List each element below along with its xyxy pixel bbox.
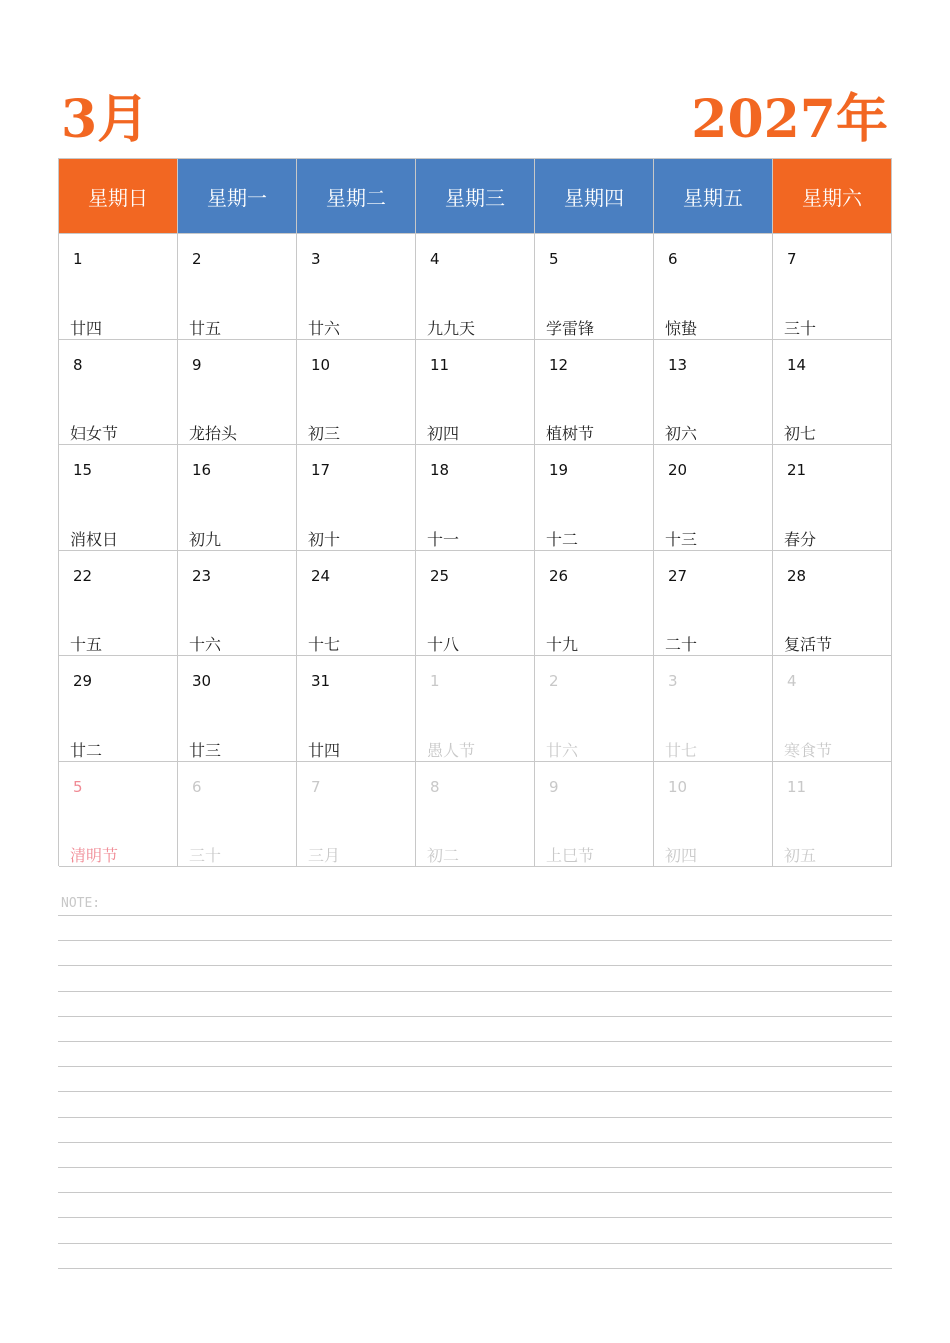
day-lunar-label: 十五 (70, 635, 103, 654)
day-number: 15 (73, 461, 93, 479)
day-number: 1 (430, 672, 440, 690)
day-lunar-label: 初七 (784, 424, 817, 443)
day-cell (416, 340, 535, 446)
day-number: 1 (73, 250, 83, 268)
day-cell (59, 234, 178, 340)
day-cell (297, 340, 416, 446)
day-lunar-label: 初二 (427, 846, 460, 865)
day-lunar-label: 十一 (427, 529, 460, 549)
day-number: 6 (192, 777, 202, 796)
day-lunar-label: 十六 (189, 635, 222, 654)
day-lunar-label: 复活节 (784, 635, 833, 654)
day-lunar-label: 廿五 (189, 318, 222, 338)
day-cell (59, 340, 178, 446)
day-lunar-label: 二十 (665, 635, 698, 654)
day-cell (297, 762, 416, 868)
day-number: 11 (430, 355, 450, 374)
note-line (58, 1243, 892, 1244)
day-lunar-label: 初五 (784, 846, 817, 865)
day-lunar-label: 愚人节 (427, 740, 476, 760)
day-number: 5 (549, 250, 559, 268)
note-line (58, 1268, 892, 1269)
note-line (58, 1217, 892, 1218)
day-number: 25 (430, 566, 450, 585)
note-line (58, 1016, 892, 1017)
day-cell (297, 234, 416, 340)
day-number: 24 (311, 566, 331, 585)
week-row (59, 445, 892, 551)
day-cell (178, 762, 297, 868)
day-cell (773, 656, 892, 762)
day-lunar-label: 上巳节 (546, 846, 595, 865)
day-cell (654, 445, 773, 551)
day-number: 18 (430, 461, 450, 479)
day-number: 30 (192, 672, 212, 690)
day-lunar-label: 妇女节 (70, 424, 119, 443)
week-row (59, 762, 892, 868)
day-lunar-label: 十七 (308, 635, 341, 654)
day-cell (297, 445, 416, 551)
day-cell (535, 656, 654, 762)
day-cell (773, 340, 892, 446)
day-lunar-label: 初十 (308, 529, 341, 549)
weekday-monday: 星期一 (178, 159, 297, 234)
day-cell (654, 762, 773, 868)
day-cell (178, 234, 297, 340)
day-number: 2 (192, 250, 202, 268)
day-cell (178, 445, 297, 551)
day-cell (416, 445, 535, 551)
weekday-wednesday: 星期三 (416, 159, 535, 234)
weekday-tuesday: 星期二 (297, 159, 416, 234)
day-number: 3 (311, 250, 321, 268)
day-number: 20 (668, 461, 688, 479)
day-cell (297, 551, 416, 657)
day-number: 8 (73, 355, 83, 374)
day-number: 19 (549, 461, 569, 479)
day-number: 9 (192, 355, 202, 374)
day-number: 13 (668, 355, 688, 374)
day-lunar-label: 十八 (427, 635, 460, 654)
day-lunar-label: 寒食节 (784, 740, 833, 760)
day-lunar-label: 植树节 (546, 424, 595, 443)
month-title: 3月 (61, 89, 150, 150)
note-line (58, 940, 892, 941)
day-number: 16 (192, 461, 212, 479)
day-cell (178, 656, 297, 762)
day-cell (59, 656, 178, 762)
day-cell (535, 445, 654, 551)
day-cell (535, 551, 654, 657)
day-cell (773, 234, 892, 340)
note-line (58, 1091, 892, 1092)
day-lunar-label: 廿三 (189, 740, 222, 760)
day-lunar-label: 十三 (665, 529, 698, 549)
day-lunar-label: 廿七 (665, 740, 698, 760)
note-line (58, 1167, 892, 1168)
day-number: 7 (787, 250, 797, 268)
day-cell (59, 762, 178, 868)
day-number: 10 (311, 355, 331, 374)
note-line (58, 1066, 892, 1067)
note-line (58, 965, 892, 966)
day-lunar-label: 十二 (546, 529, 579, 549)
day-number: 23 (192, 566, 212, 585)
day-cell (535, 234, 654, 340)
week-row (59, 234, 892, 340)
day-lunar-label: 九九天 (427, 318, 476, 338)
day-number: 3 (668, 672, 678, 690)
note-line (58, 915, 892, 916)
note-line (58, 1041, 892, 1042)
day-lunar-label: 初九 (189, 529, 222, 549)
day-lunar-label: 十九 (546, 635, 579, 654)
day-cell (654, 656, 773, 762)
day-number: 11 (787, 777, 807, 796)
day-cell (416, 551, 535, 657)
day-cell (654, 234, 773, 340)
day-number: 28 (787, 566, 807, 585)
calendar-grid (58, 158, 892, 866)
day-cell (59, 445, 178, 551)
day-number: 22 (73, 566, 93, 585)
day-cell (178, 340, 297, 446)
day-lunar-label: 学雷锋 (546, 318, 595, 338)
note-line (58, 1142, 892, 1143)
day-number: 7 (311, 777, 321, 796)
year-title: 2027年 (691, 89, 888, 150)
day-cell (773, 762, 892, 868)
day-lunar-label: 清明节 (70, 846, 119, 865)
day-lunar-label: 龙抬头 (189, 424, 238, 443)
day-lunar-label: 廿六 (546, 740, 579, 760)
day-number: 4 (430, 250, 440, 268)
day-lunar-label: 三月 (308, 846, 341, 865)
week-row (59, 551, 892, 657)
day-number: 29 (73, 672, 93, 690)
day-lunar-label: 三十 (784, 318, 817, 338)
day-lunar-label: 春分 (784, 529, 817, 549)
day-number: 31 (311, 672, 331, 690)
day-number: 21 (787, 461, 807, 479)
day-number: 5 (73, 777, 83, 796)
day-lunar-label: 初四 (427, 424, 460, 443)
day-cell (654, 340, 773, 446)
weekday-sunday: 星期日 (59, 159, 178, 234)
day-cell (416, 234, 535, 340)
note-line (58, 991, 892, 992)
note-label: NOTE: (61, 896, 101, 911)
day-cell (773, 445, 892, 551)
day-cell (773, 551, 892, 657)
weekday-friday: 星期五 (654, 159, 773, 234)
day-number: 2 (549, 672, 559, 690)
day-lunar-label: 廿四 (308, 740, 341, 760)
day-cell (535, 340, 654, 446)
day-lunar-label: 初三 (308, 424, 341, 443)
day-number: 26 (549, 566, 569, 585)
day-lunar-label: 廿四 (70, 318, 103, 338)
day-lunar-label: 消权日 (70, 529, 119, 549)
weekday-thursday: 星期四 (535, 159, 654, 234)
day-cell (59, 551, 178, 657)
day-number: 27 (668, 566, 688, 585)
day-cell (654, 551, 773, 657)
day-cell (297, 656, 416, 762)
day-cell (178, 551, 297, 657)
day-number: 10 (668, 777, 688, 796)
day-cell (416, 762, 535, 868)
week-row (59, 340, 892, 446)
day-number: 8 (430, 777, 440, 796)
day-number: 9 (549, 777, 559, 796)
day-number: 17 (311, 461, 331, 479)
weekday-header-row (59, 159, 892, 234)
day-number: 6 (668, 250, 678, 268)
day-lunar-label: 初六 (665, 424, 698, 443)
day-cell (535, 762, 654, 868)
weeks-container (59, 234, 892, 867)
day-number: 4 (787, 672, 797, 690)
day-lunar-label: 三十 (189, 846, 222, 865)
note-line (58, 1192, 892, 1193)
day-lunar-label: 廿六 (308, 318, 341, 338)
day-lunar-label: 惊蛰 (665, 318, 698, 338)
day-cell (416, 656, 535, 762)
day-number: 14 (787, 355, 807, 374)
day-lunar-label: 初四 (665, 846, 698, 865)
day-lunar-label: 廿二 (70, 740, 103, 760)
weekday-saturday: 星期六 (773, 159, 892, 234)
day-number: 12 (549, 355, 569, 374)
week-row (59, 656, 892, 762)
note-line (58, 1117, 892, 1118)
